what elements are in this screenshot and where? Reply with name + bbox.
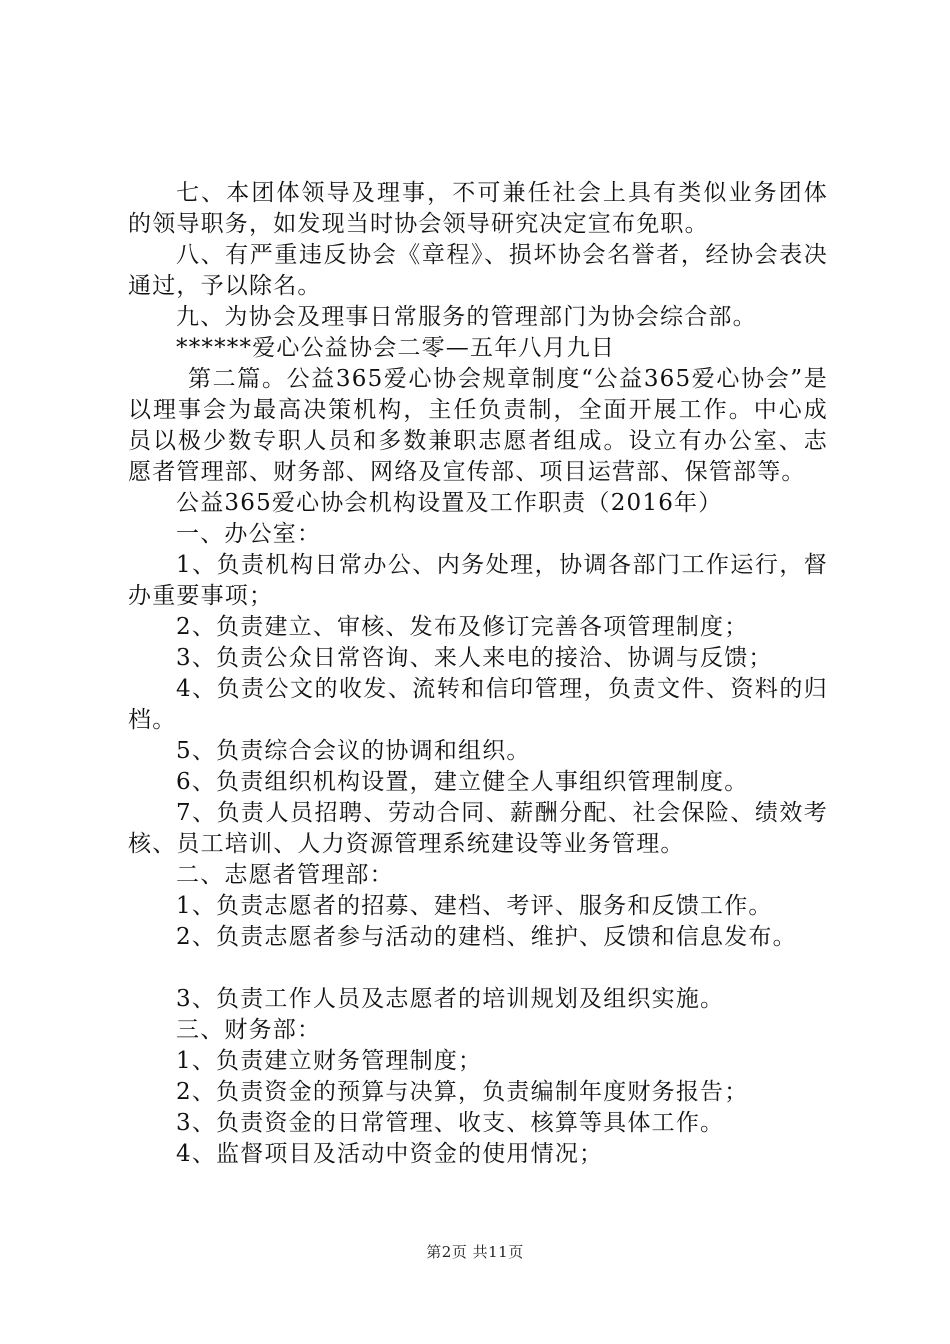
finance-item-1: 1、负责建立财务管理制度； (176, 1048, 483, 1074)
office-item-7: 7、负责人员招聘、劳动合同、薪酬分配、社会保险、绩效考核、员工培训、人力资源管理系统建设等业务管理。 (128, 800, 828, 857)
finance-item-4: 4、监督项目及活动中资金的使用情况； (176, 1141, 604, 1167)
office-item-3: 3、负责公众日常咨询、来人来电的接洽、协调与反馈； (176, 645, 773, 671)
document-body (128, 178, 828, 1170)
heading-finance: 三、财务部： (176, 1017, 322, 1043)
volunteer-item-3: 3、负责工作人员及志愿者的培训规划及组织实施。 (176, 986, 725, 1012)
volunteer-item-1: 1、负责志愿者的招募、建档、考评、服务和反馈工作。 (176, 893, 773, 919)
blank-line (128, 953, 828, 984)
office-item-2: 2、负责建立、审核、发布及修订完善各项管理制度； (176, 614, 749, 640)
volunteer-item-2: 2、负责志愿者参与活动的建档、维护、反馈和信息发布。 (176, 924, 797, 950)
finance-item-2: 2、负责资金的预算与决算，负责编制年度财务报告； (176, 1079, 749, 1105)
paragraph-rule-9: 九、为协会及理事日常服务的管理部门为协会综合部。 (176, 304, 757, 330)
paragraph-rule-8: 八、有严重违反协会《章程》、损坏协会名誉者，经协会表决通过，予以除名。 (128, 242, 828, 299)
heading-volunteer-management: 二、志愿者管理部： (176, 862, 394, 888)
page-number-footer: 第2页 共11页 (426, 1243, 524, 1261)
office-item-1: 1、负责机构日常办公、内务处理，协调各部门工作运行，督办重要事项； (128, 552, 828, 609)
office-item-5: 5、负责综合会议的协调和组织。 (176, 738, 531, 764)
signature-date-line: ******爱心公益协会二零—五年八月九日 (176, 335, 616, 361)
office-item-4: 4、负责公文的收发、流转和信印管理，负责文件、资料的归档。 (128, 676, 828, 733)
office-item-6: 6、负责组织机构设置，建立健全人事组织管理制度。 (176, 769, 749, 795)
finance-item-3: 3、负责资金的日常管理、收支、核算等具体工作。 (176, 1110, 725, 1136)
paragraph-chapter-two-intro: 第二篇。公益365爱心协会规章制度“公益365爱心协会”是以理事会为最高决策机构，主任负责制，全面开展工作。中心成员以极少数专职人员和多数兼职志愿者组成。设立有办公室、志愿者管理部、财务部、网络及宣传部、项目运营部、保管部等。 (128, 366, 828, 485)
section-title: 公益365爱心协会机构设置及工作职责（2016年） (176, 490, 723, 516)
heading-office: 一、办公室： (176, 521, 322, 547)
paragraph-rule-7: 七、本团体领导及理事，不可兼任社会上具有类似业务团体的领导职务，如发现当时协会领导研究决定宣布免职。 (128, 180, 828, 237)
